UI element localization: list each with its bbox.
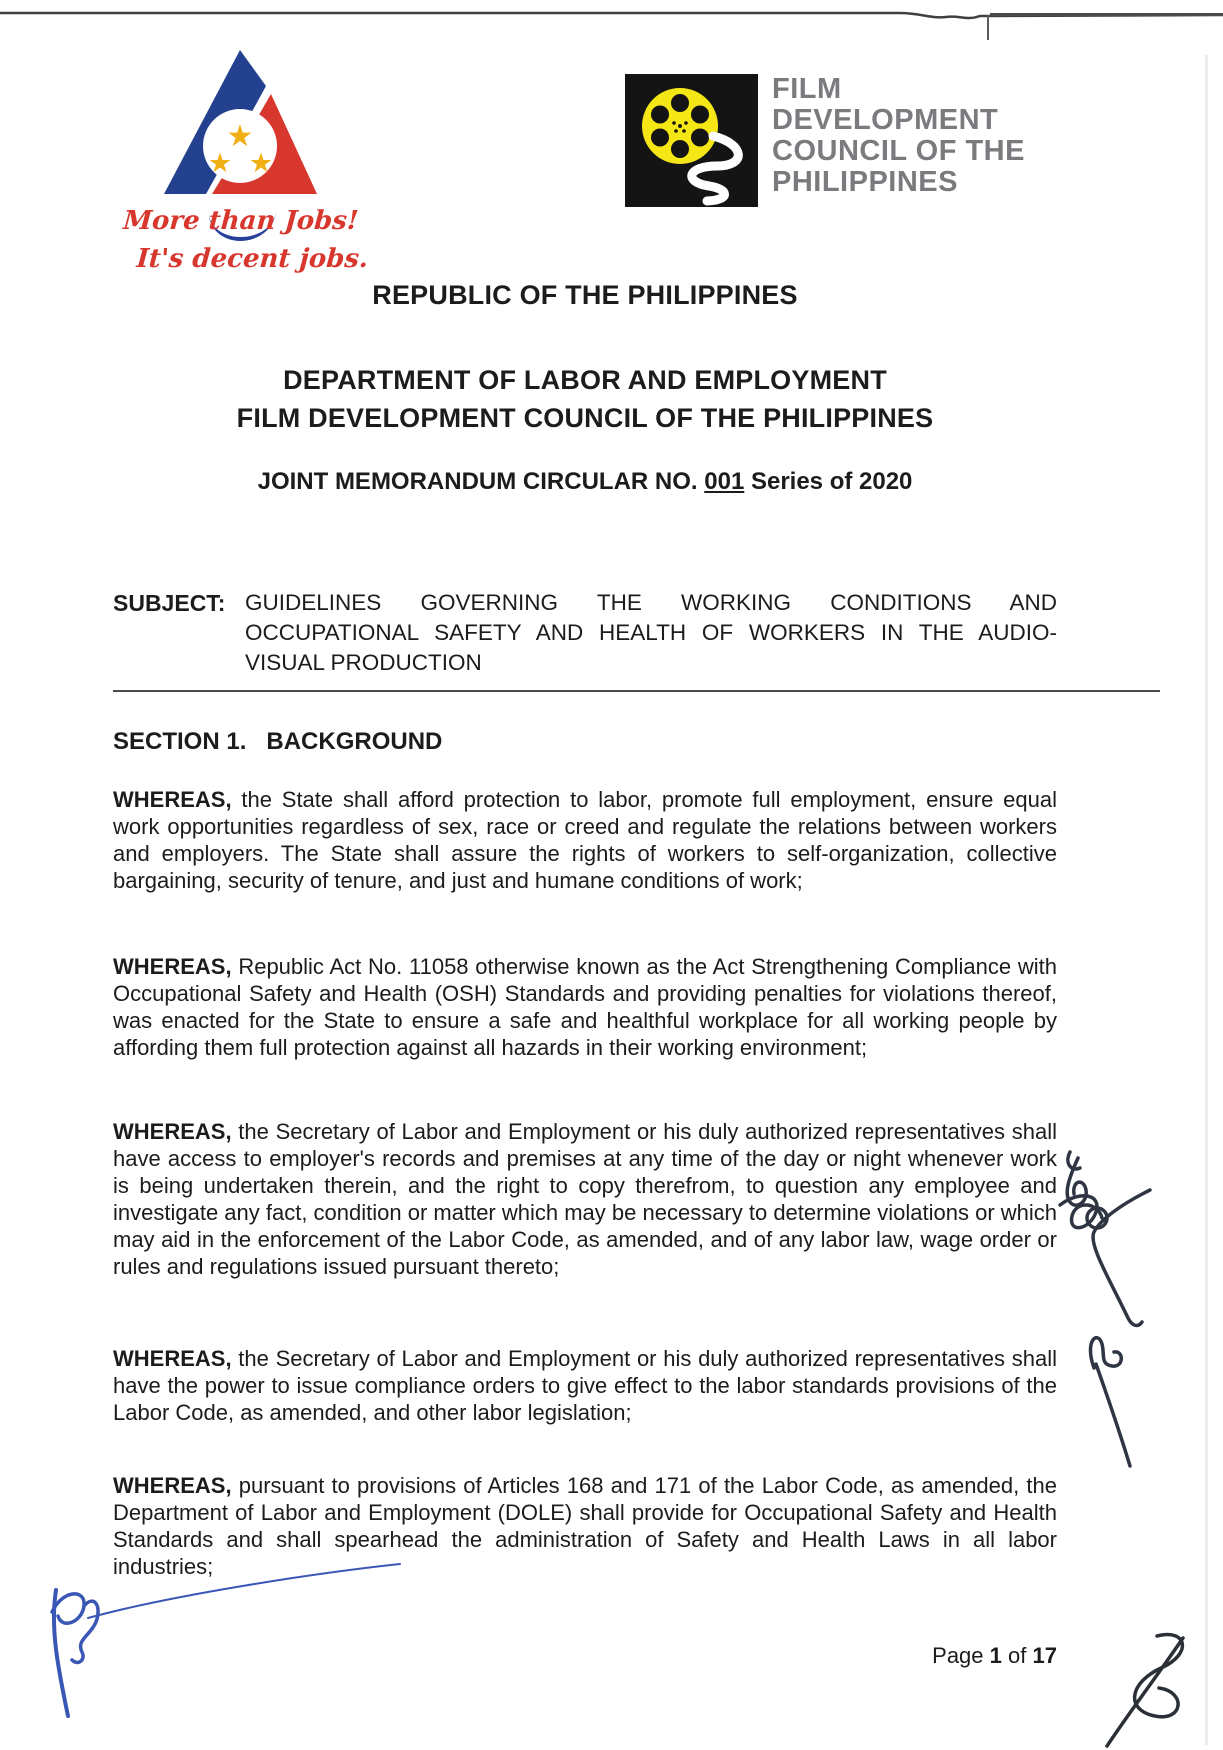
fdcp-logo [625,74,758,207]
tagline-word: Jobs! [283,206,360,236]
of-word: of [1008,1643,1027,1668]
department-line1: DEPARTMENT OF LABOR AND EMPLOYMENT [283,365,887,395]
horizontal-divider [113,690,1160,692]
whereas-paragraph-4 [113,1345,1057,1426]
subject-block [113,588,1057,678]
star-icon: ★ [226,120,254,153]
whereas-paragraph-1 [113,786,1057,894]
star-icon: ★ [207,148,233,178]
memo-number: 001 [704,468,745,495]
margin-initials-signature-2 [1072,1328,1162,1478]
memo-prefix: JOINT MEMORANDUM CIRCULAR NO. [257,468,705,495]
subject-text: GUIDELINES GOVERNING THE WORKING CONDITIONS AND OCCUPATIONAL SAFETY AND HEALTH OF WORKERS IN THE AUDIO-VISUAL PRODUCTION [245,590,1057,675]
dole-logo [150,46,330,201]
paragraph-text: the State shall afford protection to labor, promote full employment, ensure equal work opportunities regardless of sex, race or creed and regulate the relations between workers and employers. The State shall assure the rights of workers to self-organization, collective bargaining, security of tenure, and just and humane conditions of work; [113,787,1057,893]
whereas-lead: WHEREAS, [113,1119,232,1144]
tagline-word-underlined: than [207,206,276,241]
dole-tagline [119,202,384,278]
whereas-lead: WHEREAS, [113,954,232,979]
memo-suffix: Series of 2020 [744,468,913,495]
star-icon: ★ [248,148,274,178]
memo-circular-heading [113,468,1057,496]
page-footer-initial [1095,1628,1210,1750]
scan-line-artifact [0,0,1223,46]
fdcp-line: DEVELOPMENT [772,104,999,136]
fdcp-line: FILM [772,73,842,105]
republic-heading: REPUBLIC OF THE PHILIPPINES [372,280,798,310]
whereas-lead: WHEREAS, [113,1473,232,1498]
fdcp-wordmark [772,74,1092,198]
bottom-left-signature [28,1548,408,1743]
section-number: SECTION 1. [113,728,247,755]
tagline-word: More [122,206,201,236]
subject-label: SUBJECT: [113,590,226,616]
department-line2: FILM DEVELOPMENT COUNCIL OF THE PHILIPPINES [236,403,934,433]
whereas-lead: WHEREAS, [113,787,232,812]
paragraph-text: Republic Act No. 11058 otherwise known as the Act Strengthening Compliance with Occupational Safety and Health (OSH) Standards and providing penalties for violations thereof, was enacted for the State to ensure a safe and healthful workplace for all working people by affording them full protection against all hazards in their working environment; [113,954,1057,1060]
paragraph-text: the Secretary of Labor and Employment or his duly authorized representatives shall have access to employer's records and premises at any time of the day or night whenever work is being undertaken therein, and the right to copy therefrom, to question any employee and investigate any fact, condition or matter which may be necessary to determine violations or which may aid in the enforcement of the Labor Code, as amended, and of any labor law, wage order or rules and regulations issued pursuant thereto; [113,1119,1058,1279]
paragraph-text: the Secretary of Labor and Employment or his duly authorized representatives shall have the power to issue compliance orders to give effect to the labor standards provisions of the Labor Code, as amended, and other labor legislation; [113,1346,1057,1425]
department-heading [113,361,1057,437]
scan-edge-artifact [1205,55,1208,1745]
paragraph-text: pursuant to provisions of Articles 168 and 171 of the Labor Code, as amended, the Department of Labor and Employment (DOLE) shall provide for Occupational Safety and Health Standards and shall spearhead the administration of Safety and Health Laws in all labor industries; [113,1473,1057,1579]
whereas-paragraph-3 [113,1118,1057,1280]
fdcp-line: COUNCIL OF THE [772,135,1025,167]
whereas-paragraph-2 [113,953,1057,1061]
section-1-heading [113,728,1057,756]
page-number: 1 [989,1643,1002,1668]
tagline-line2: It's decent jobs. [135,244,370,274]
margin-initials-signature-1 [1050,1150,1180,1340]
whereas-lead: WHEREAS, [113,1346,232,1371]
page-word: Page [932,1643,984,1668]
fdcp-line: PHILIPPINES [772,166,958,198]
total-pages: 17 [1032,1643,1057,1668]
section-title: BACKGROUND [266,728,443,755]
